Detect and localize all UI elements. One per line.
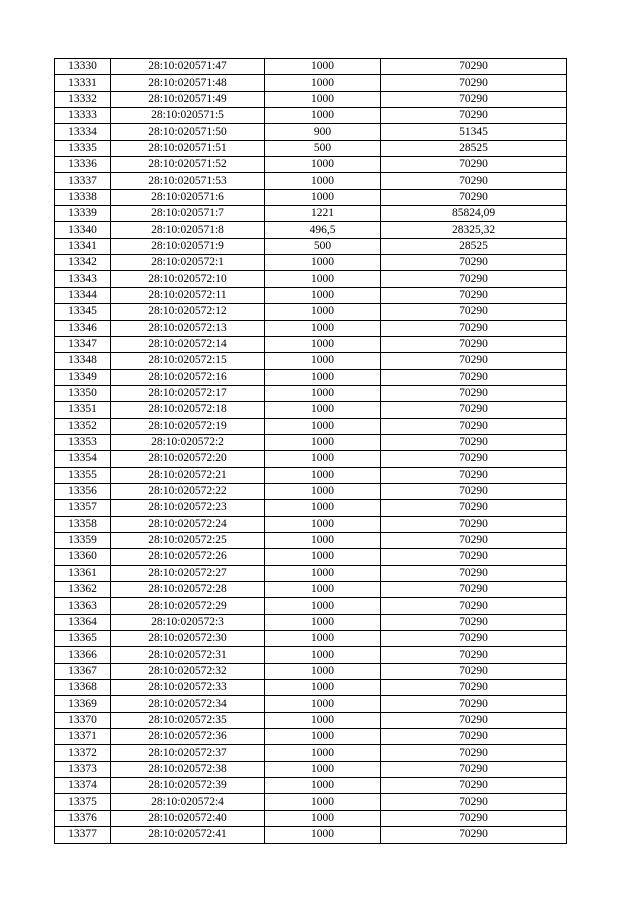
row-number-cell: 13341 [55, 238, 111, 254]
value-cell: 70290 [381, 532, 567, 548]
cadastral-number-cell: 28:10:020572:21 [111, 467, 265, 483]
value-cell: 70290 [381, 418, 567, 434]
area-cell: 1000 [265, 827, 381, 843]
table-row [55, 189, 567, 205]
area-cell: 1000 [265, 353, 381, 369]
table-row [55, 483, 567, 499]
value-cell: 51345 [381, 124, 567, 140]
table-row [55, 238, 567, 254]
table-row [55, 794, 567, 810]
value-cell: 70290 [381, 598, 567, 614]
document-page [54, 58, 566, 844]
area-cell: 1000 [265, 91, 381, 107]
area-cell: 1000 [265, 189, 381, 205]
area-cell: 1000 [265, 418, 381, 434]
cadastral-number-cell: 28:10:020572:18 [111, 402, 265, 418]
row-number-cell: 13373 [55, 761, 111, 777]
table-row [55, 402, 567, 418]
row-number-cell: 13357 [55, 500, 111, 516]
value-cell: 70290 [381, 173, 567, 189]
table-row [55, 434, 567, 450]
value-cell: 70290 [381, 320, 567, 336]
value-cell: 70290 [381, 385, 567, 401]
cadastral-number-cell: 28:10:020572:24 [111, 516, 265, 532]
row-number-cell: 13371 [55, 729, 111, 745]
row-number-cell: 13343 [55, 271, 111, 287]
area-cell: 1000 [265, 631, 381, 647]
table-row [55, 108, 567, 124]
value-cell: 70290 [381, 614, 567, 630]
value-cell: 70290 [381, 91, 567, 107]
row-number-cell: 13358 [55, 516, 111, 532]
cadastral-number-cell: 28:10:020572:36 [111, 729, 265, 745]
value-cell: 70290 [381, 189, 567, 205]
cadastral-number-cell: 28:10:020572:20 [111, 451, 265, 467]
row-number-cell: 13338 [55, 189, 111, 205]
value-cell: 70290 [381, 712, 567, 728]
area-cell: 1000 [265, 516, 381, 532]
table-row [55, 598, 567, 614]
value-cell: 70290 [381, 369, 567, 385]
area-cell: 1000 [265, 778, 381, 794]
value-cell: 70290 [381, 75, 567, 91]
table-row [55, 712, 567, 728]
table-row [55, 287, 567, 303]
table-row [55, 206, 567, 222]
row-number-cell: 13339 [55, 206, 111, 222]
row-number-cell: 13354 [55, 451, 111, 467]
value-cell: 70290 [381, 500, 567, 516]
row-number-cell: 13361 [55, 565, 111, 581]
value-cell: 70290 [381, 402, 567, 418]
cadastral-number-cell: 28:10:020572:12 [111, 304, 265, 320]
table-row [55, 222, 567, 238]
row-number-cell: 13365 [55, 631, 111, 647]
area-cell: 1000 [265, 173, 381, 189]
cadastral-number-cell: 28:10:020572:11 [111, 287, 265, 303]
cadastral-number-cell: 28:10:020572:25 [111, 532, 265, 548]
area-cell: 1000 [265, 500, 381, 516]
row-number-cell: 13368 [55, 680, 111, 696]
row-number-cell: 13372 [55, 745, 111, 761]
row-number-cell: 13360 [55, 549, 111, 565]
row-number-cell: 13347 [55, 336, 111, 352]
cadastral-number-cell: 28:10:020571:49 [111, 91, 265, 107]
row-number-cell: 13375 [55, 794, 111, 810]
area-cell: 496,5 [265, 222, 381, 238]
cadastral-number-cell: 28:10:020572:4 [111, 794, 265, 810]
value-cell: 70290 [381, 810, 567, 826]
cadastral-number-cell: 28:10:020572:17 [111, 385, 265, 401]
value-cell: 70290 [381, 287, 567, 303]
area-cell: 500 [265, 238, 381, 254]
table-row [55, 500, 567, 516]
value-cell: 85824,09 [381, 206, 567, 222]
table-row [55, 631, 567, 647]
value-cell: 70290 [381, 157, 567, 173]
table-row [55, 157, 567, 173]
area-cell: 1000 [265, 549, 381, 565]
cadastral-number-cell: 28:10:020572:23 [111, 500, 265, 516]
row-number-cell: 13340 [55, 222, 111, 238]
value-cell: 70290 [381, 827, 567, 843]
table-row [55, 320, 567, 336]
row-number-cell: 13337 [55, 173, 111, 189]
area-cell: 1000 [265, 402, 381, 418]
table-row [55, 810, 567, 826]
data-table [54, 58, 567, 844]
area-cell: 1000 [265, 59, 381, 75]
table-row [55, 761, 567, 777]
cadastral-number-cell: 28:10:020572:30 [111, 631, 265, 647]
area-cell: 1000 [265, 287, 381, 303]
cadastral-number-cell: 28:10:020571:52 [111, 157, 265, 173]
table-row [55, 680, 567, 696]
area-cell: 1000 [265, 483, 381, 499]
row-number-cell: 13346 [55, 320, 111, 336]
value-cell: 70290 [381, 647, 567, 663]
cadastral-number-cell: 28:10:020572:10 [111, 271, 265, 287]
cadastral-number-cell: 28:10:020571:51 [111, 140, 265, 156]
area-cell: 1000 [265, 794, 381, 810]
cadastral-number-cell: 28:10:020571:5 [111, 108, 265, 124]
value-cell: 28525 [381, 238, 567, 254]
value-cell: 70290 [381, 663, 567, 679]
table-row [55, 140, 567, 156]
cadastral-number-cell: 28:10:020572:32 [111, 663, 265, 679]
table-row [55, 418, 567, 434]
area-cell: 1000 [265, 385, 381, 401]
row-number-cell: 13342 [55, 255, 111, 271]
row-number-cell: 13345 [55, 304, 111, 320]
area-cell: 1000 [265, 255, 381, 271]
value-cell: 70290 [381, 271, 567, 287]
cadastral-number-cell: 28:10:020572:35 [111, 712, 265, 728]
table-row [55, 353, 567, 369]
cadastral-number-cell: 28:10:020572:34 [111, 696, 265, 712]
row-number-cell: 13370 [55, 712, 111, 728]
table-row [55, 663, 567, 679]
table-row [55, 271, 567, 287]
cadastral-number-cell: 28:10:020572:31 [111, 647, 265, 663]
area-cell: 1000 [265, 451, 381, 467]
table-row [55, 255, 567, 271]
cadastral-number-cell: 28:10:020572:39 [111, 778, 265, 794]
row-number-cell: 13330 [55, 59, 111, 75]
area-cell: 1000 [265, 582, 381, 598]
row-number-cell: 13332 [55, 91, 111, 107]
area-cell: 1000 [265, 75, 381, 91]
row-number-cell: 13350 [55, 385, 111, 401]
table-row [55, 827, 567, 843]
area-cell: 1000 [265, 108, 381, 124]
value-cell: 70290 [381, 467, 567, 483]
table-row [55, 647, 567, 663]
row-number-cell: 13364 [55, 614, 111, 630]
area-cell: 1000 [265, 598, 381, 614]
value-cell: 70290 [381, 353, 567, 369]
table-row [55, 451, 567, 467]
row-number-cell: 13335 [55, 140, 111, 156]
table-row [55, 582, 567, 598]
row-number-cell: 13363 [55, 598, 111, 614]
table-row [55, 565, 567, 581]
value-cell: 70290 [381, 582, 567, 598]
area-cell: 1000 [265, 647, 381, 663]
row-number-cell: 13366 [55, 647, 111, 663]
row-number-cell: 13349 [55, 369, 111, 385]
cadastral-number-cell: 28:10:020571:47 [111, 59, 265, 75]
row-number-cell: 13331 [55, 75, 111, 91]
table-row [55, 91, 567, 107]
cadastral-number-cell: 28:10:020571:50 [111, 124, 265, 140]
area-cell: 1000 [265, 320, 381, 336]
table-row [55, 516, 567, 532]
area-cell: 1000 [265, 369, 381, 385]
row-number-cell: 13351 [55, 402, 111, 418]
value-cell: 70290 [381, 794, 567, 810]
row-number-cell: 13348 [55, 353, 111, 369]
value-cell: 70290 [381, 696, 567, 712]
row-number-cell: 13374 [55, 778, 111, 794]
value-cell: 28325,32 [381, 222, 567, 238]
cadastral-number-cell: 28:10:020572:33 [111, 680, 265, 696]
cadastral-number-cell: 28:10:020572:40 [111, 810, 265, 826]
value-cell: 70290 [381, 680, 567, 696]
row-number-cell: 13352 [55, 418, 111, 434]
cadastral-number-cell: 28:10:020572:1 [111, 255, 265, 271]
value-cell: 70290 [381, 549, 567, 565]
table-row [55, 614, 567, 630]
row-number-cell: 13355 [55, 467, 111, 483]
cadastral-number-cell: 28:10:020571:9 [111, 238, 265, 254]
cadastral-number-cell: 28:10:020572:22 [111, 483, 265, 499]
row-number-cell: 13334 [55, 124, 111, 140]
table-row [55, 532, 567, 548]
row-number-cell: 13369 [55, 696, 111, 712]
table-row [55, 745, 567, 761]
value-cell: 28525 [381, 140, 567, 156]
cadastral-number-cell: 28:10:020572:13 [111, 320, 265, 336]
area-cell: 1000 [265, 614, 381, 630]
cadastral-number-cell: 28:10:020572:38 [111, 761, 265, 777]
table-row [55, 336, 567, 352]
area-cell: 1000 [265, 745, 381, 761]
value-cell: 70290 [381, 729, 567, 745]
cadastral-number-cell: 28:10:020572:37 [111, 745, 265, 761]
value-cell: 70290 [381, 304, 567, 320]
table-body [55, 59, 567, 844]
table-row [55, 549, 567, 565]
cadastral-number-cell: 28:10:020572:41 [111, 827, 265, 843]
table-row [55, 369, 567, 385]
value-cell: 70290 [381, 745, 567, 761]
area-cell: 1000 [265, 696, 381, 712]
cadastral-number-cell: 28:10:020571:6 [111, 189, 265, 205]
area-cell: 1000 [265, 729, 381, 745]
cadastral-number-cell: 28:10:020571:48 [111, 75, 265, 91]
table-row [55, 467, 567, 483]
row-number-cell: 13356 [55, 483, 111, 499]
table-row [55, 729, 567, 745]
cadastral-number-cell: 28:10:020572:26 [111, 549, 265, 565]
cadastral-number-cell: 28:10:020572:14 [111, 336, 265, 352]
area-cell: 1221 [265, 206, 381, 222]
row-number-cell: 13344 [55, 287, 111, 303]
area-cell: 1000 [265, 712, 381, 728]
table-row [55, 124, 567, 140]
area-cell: 1000 [265, 663, 381, 679]
table-row [55, 75, 567, 91]
value-cell: 70290 [381, 631, 567, 647]
table-row [55, 173, 567, 189]
table-row [55, 304, 567, 320]
table-row [55, 778, 567, 794]
area-cell: 1000 [265, 761, 381, 777]
area-cell: 500 [265, 140, 381, 156]
table-row [55, 59, 567, 75]
area-cell: 1000 [265, 336, 381, 352]
area-cell: 1000 [265, 157, 381, 173]
area-cell: 1000 [265, 565, 381, 581]
cadastral-number-cell: 28:10:020572:27 [111, 565, 265, 581]
row-number-cell: 13353 [55, 434, 111, 450]
cadastral-number-cell: 28:10:020571:8 [111, 222, 265, 238]
cadastral-number-cell: 28:10:020572:15 [111, 353, 265, 369]
value-cell: 70290 [381, 108, 567, 124]
value-cell: 70290 [381, 451, 567, 467]
row-number-cell: 13367 [55, 663, 111, 679]
area-cell: 1000 [265, 304, 381, 320]
row-number-cell: 13336 [55, 157, 111, 173]
row-number-cell: 13376 [55, 810, 111, 826]
cadastral-number-cell: 28:10:020572:19 [111, 418, 265, 434]
cadastral-number-cell: 28:10:020572:3 [111, 614, 265, 630]
cadastral-number-cell: 28:10:020572:29 [111, 598, 265, 614]
area-cell: 1000 [265, 434, 381, 450]
value-cell: 70290 [381, 516, 567, 532]
area-cell: 1000 [265, 680, 381, 696]
area-cell: 1000 [265, 532, 381, 548]
area-cell: 1000 [265, 271, 381, 287]
value-cell: 70290 [381, 59, 567, 75]
row-number-cell: 13333 [55, 108, 111, 124]
cadastral-number-cell: 28:10:020572:2 [111, 434, 265, 450]
area-cell: 1000 [265, 467, 381, 483]
row-number-cell: 13359 [55, 532, 111, 548]
table-row [55, 385, 567, 401]
cadastral-number-cell: 28:10:020571:53 [111, 173, 265, 189]
value-cell: 70290 [381, 483, 567, 499]
cadastral-number-cell: 28:10:020571:7 [111, 206, 265, 222]
value-cell: 70290 [381, 778, 567, 794]
value-cell: 70290 [381, 565, 567, 581]
row-number-cell: 13362 [55, 582, 111, 598]
value-cell: 70290 [381, 761, 567, 777]
value-cell: 70290 [381, 255, 567, 271]
value-cell: 70290 [381, 336, 567, 352]
row-number-cell: 13377 [55, 827, 111, 843]
area-cell: 900 [265, 124, 381, 140]
cadastral-number-cell: 28:10:020572:16 [111, 369, 265, 385]
value-cell: 70290 [381, 434, 567, 450]
area-cell: 1000 [265, 810, 381, 826]
cadastral-number-cell: 28:10:020572:28 [111, 582, 265, 598]
table-row [55, 696, 567, 712]
